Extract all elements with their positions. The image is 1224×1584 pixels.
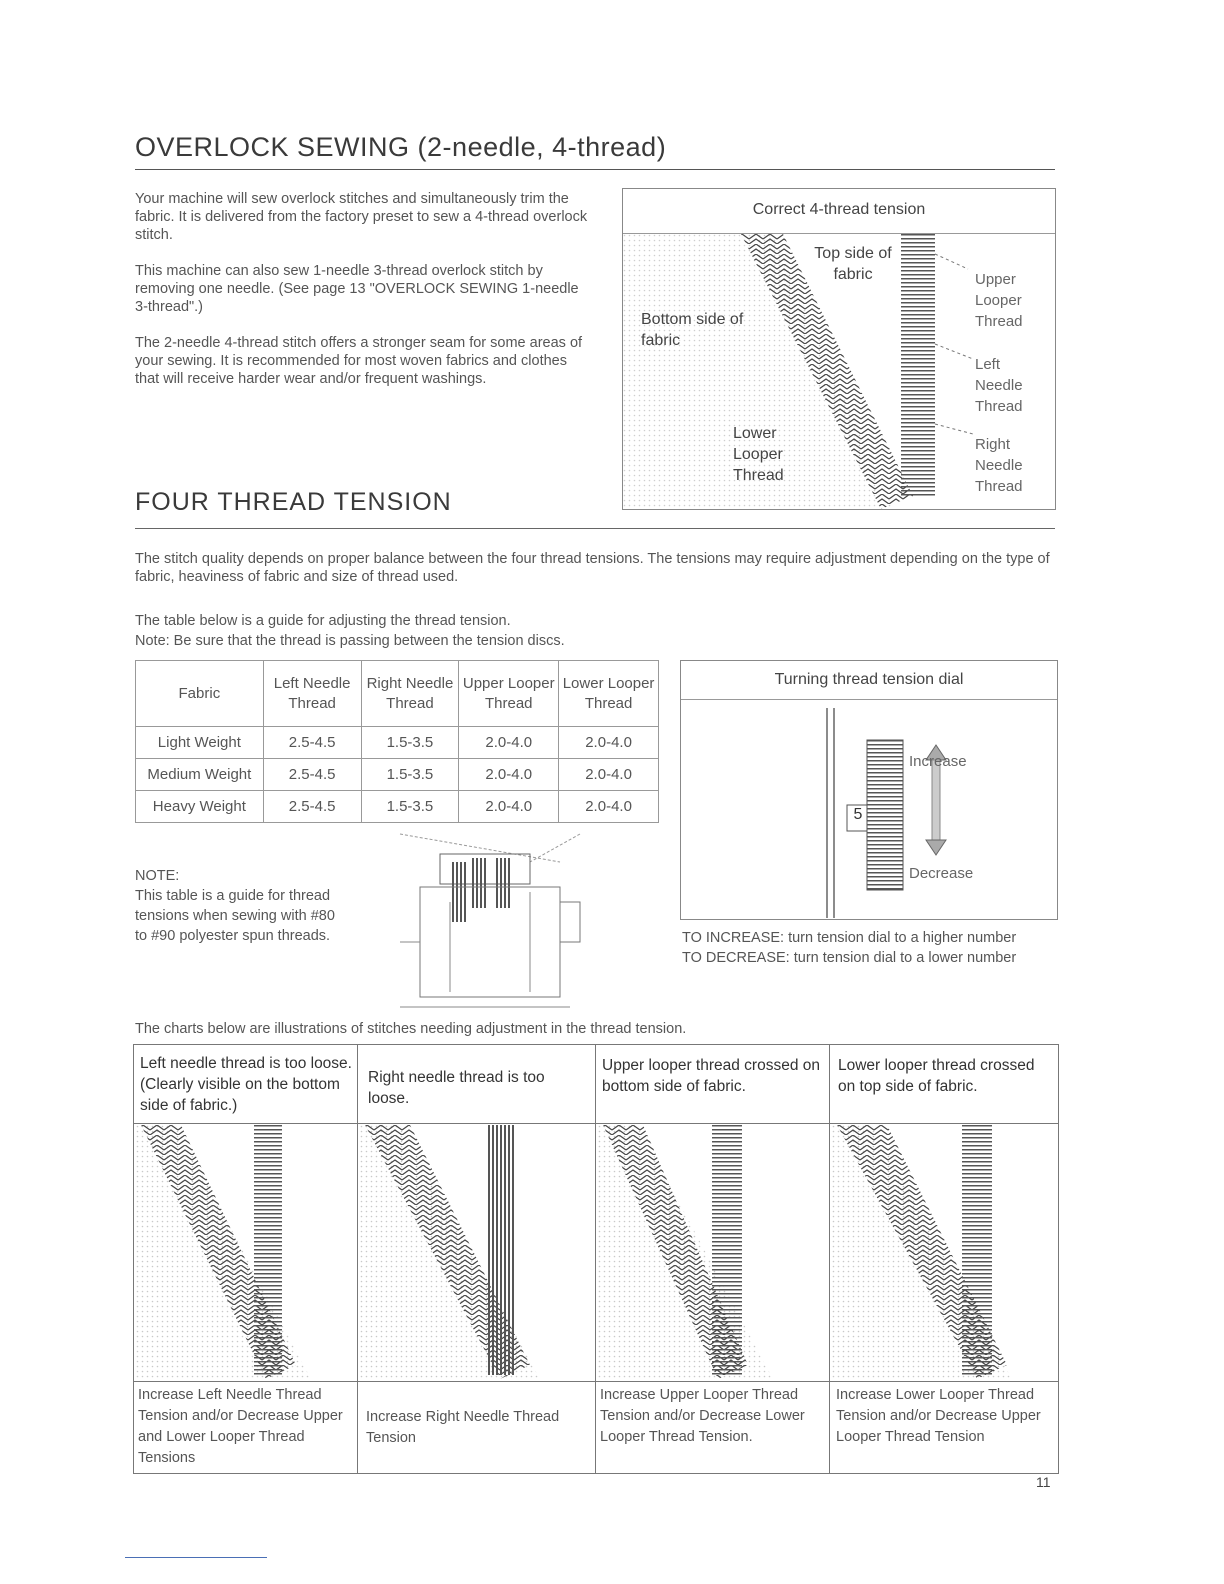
- intro-paragraph-2: This machine can also sew 1-needle 3-thread overlock stitch by removing one needle. (See page 13 "OVERLOCK SEWING 1-needle 3-thread".): [135, 263, 579, 315]
- section-paragraph-3: Note: Be sure that the thread is passing between the tension discs.: [135, 633, 565, 649]
- problem-lower-looper: Lower looper thread crossed on top side of fabric.: [838, 1057, 1035, 1095]
- cell-value: 1.5-3.5: [361, 759, 459, 791]
- label-right-needle: Right Needle Thread: [975, 436, 1023, 495]
- section-title: FOUR THREAD TENSION: [135, 488, 452, 516]
- header-left-needle: Left Needle Thread: [263, 661, 361, 727]
- label-upper-looper: Upper Looper Thread: [975, 271, 1023, 330]
- grid-divider: [595, 1045, 596, 1473]
- header-upper-looper: Upper Looper Thread: [459, 661, 559, 727]
- dial-value: 5: [853, 806, 863, 823]
- dial-decrease-label: Decrease: [909, 865, 974, 882]
- cell-value: 2.5-4.5: [263, 791, 361, 823]
- cell-value: 2.5-4.5: [263, 759, 361, 791]
- correct-tension-caption: Correct 4-thread tension: [752, 201, 926, 218]
- cell-value: 1.5-3.5: [361, 727, 459, 759]
- label-lower-looper: Lower Looper Thread: [733, 425, 784, 484]
- fix-left-needle: Increase Left Needle Thread Tension and/or Decrease Upper and Lower Looper Thread Tensions: [138, 1387, 343, 1466]
- cell-value: 2.0-4.0: [459, 791, 559, 823]
- cell-fabric: Light Weight: [136, 727, 264, 759]
- intro-text: [135, 190, 595, 406]
- cell-value: 2.0-4.0: [459, 759, 559, 791]
- header-lower-looper: Lower Looper Thread: [559, 661, 659, 727]
- to-decrease-text: TO DECREASE: turn tension dial to a lower number: [682, 950, 1017, 966]
- comparison-grid: [133, 1044, 1059, 1474]
- stitch-right-needle-loose: [360, 1125, 594, 1379]
- cell-value: 2.0-4.0: [559, 759, 659, 791]
- machine-illustration: [380, 832, 600, 1012]
- page-number: 11: [1036, 1474, 1051, 1490]
- page-title: OVERLOCK SEWING (2-needle, 4-thread): [135, 132, 667, 162]
- header-fabric: Fabric: [136, 661, 264, 727]
- stitch-upper-looper-crossed: [598, 1125, 828, 1379]
- cell-value: 2.5-4.5: [263, 727, 361, 759]
- dial-instructions: [682, 928, 1058, 968]
- dial-illustration: [681, 700, 1057, 920]
- fix-lower-looper: Increase Lower Looper Thread Tension and/or Decrease Upper Looper Thread Tension: [836, 1387, 1041, 1445]
- note-block: [135, 866, 335, 946]
- tension-dial-diagram: [680, 660, 1058, 920]
- table-row: [136, 791, 659, 823]
- correct-tension-diagram: [622, 188, 1056, 510]
- dial-caption: Turning thread tension dial: [774, 671, 964, 688]
- intro-paragraph-3: The 2-needle 4-thread stitch offers a stronger seam for some areas of your sewing. It is recommended for most woven fabrics and clothes that will receive harder wear and/or frequent washings.: [135, 335, 583, 387]
- label-bottom-side: Bottom side of fabric: [641, 311, 744, 349]
- stitch-lower-looper-crossed: [832, 1125, 1058, 1379]
- fix-upper-looper: Increase Upper Looper Thread Tension and/or Decrease Lower Looper Thread Tension.: [600, 1387, 805, 1445]
- grid-divider: [829, 1045, 830, 1473]
- dial-increase-label: Increase: [909, 753, 967, 770]
- cell-value: 1.5-3.5: [361, 791, 459, 823]
- cell-value: 2.0-4.0: [559, 727, 659, 759]
- problem-upper-looper: Upper looper thread crossed on bottom side of fabric.: [602, 1057, 820, 1095]
- footer-rule: [125, 1557, 267, 1558]
- stitch-left-needle-loose: [136, 1125, 356, 1379]
- fix-right-needle: Increase Right Needle Thread Tension: [366, 1409, 560, 1446]
- section-paragraph-2: The table below is a guide for adjusting the thread tension.: [135, 613, 511, 629]
- label-left-needle: Left Needle Thread: [975, 356, 1023, 415]
- intro-paragraph-1: Your machine will sew overlock stitches and simultaneously trim the fabric. It is delivered from the factory preset to sew a 4-thread overlock stitch.: [135, 191, 588, 243]
- section-paragraph-1: The stitch quality depends on proper balance between the four thread tensions. The tensions may require adjustment depending on the type of fabric, heaviness of fabric and size of thread used.: [135, 551, 1050, 585]
- problem-right-needle: Right needle thread is too loose.: [368, 1069, 545, 1107]
- to-increase-text: TO INCREASE: turn tension dial to a higher number: [682, 930, 1017, 946]
- table-row: [136, 727, 659, 759]
- cell-value: 2.0-4.0: [559, 791, 659, 823]
- cell-value: 2.0-4.0: [459, 727, 559, 759]
- charts-intro: The charts below are illustrations of stitches needing adjustment in the thread tension.: [135, 1021, 687, 1037]
- section-rule: [135, 528, 1055, 529]
- note-text: This table is a guide for thread tensions when sewing with #80 to #90 polyester spun threads.: [135, 888, 335, 944]
- table-row: [136, 759, 659, 791]
- cell-fabric: Medium Weight: [136, 759, 264, 791]
- grid-divider: [134, 1123, 1058, 1124]
- tension-table: [135, 660, 659, 823]
- grid-divider: [134, 1381, 1058, 1382]
- note-title: NOTE:: [135, 868, 180, 884]
- cell-fabric: Heavy Weight: [136, 791, 264, 823]
- label-top-side: Top side of fabric: [814, 245, 892, 283]
- problem-left-needle: Left needle thread is too loose. (Clearly visible on the bottom side of fabric.): [140, 1055, 352, 1114]
- grid-divider: [357, 1045, 358, 1473]
- title-rule: [135, 169, 1055, 170]
- header-right-needle: Right Needle Thread: [361, 661, 459, 727]
- table-header-row: [136, 661, 659, 727]
